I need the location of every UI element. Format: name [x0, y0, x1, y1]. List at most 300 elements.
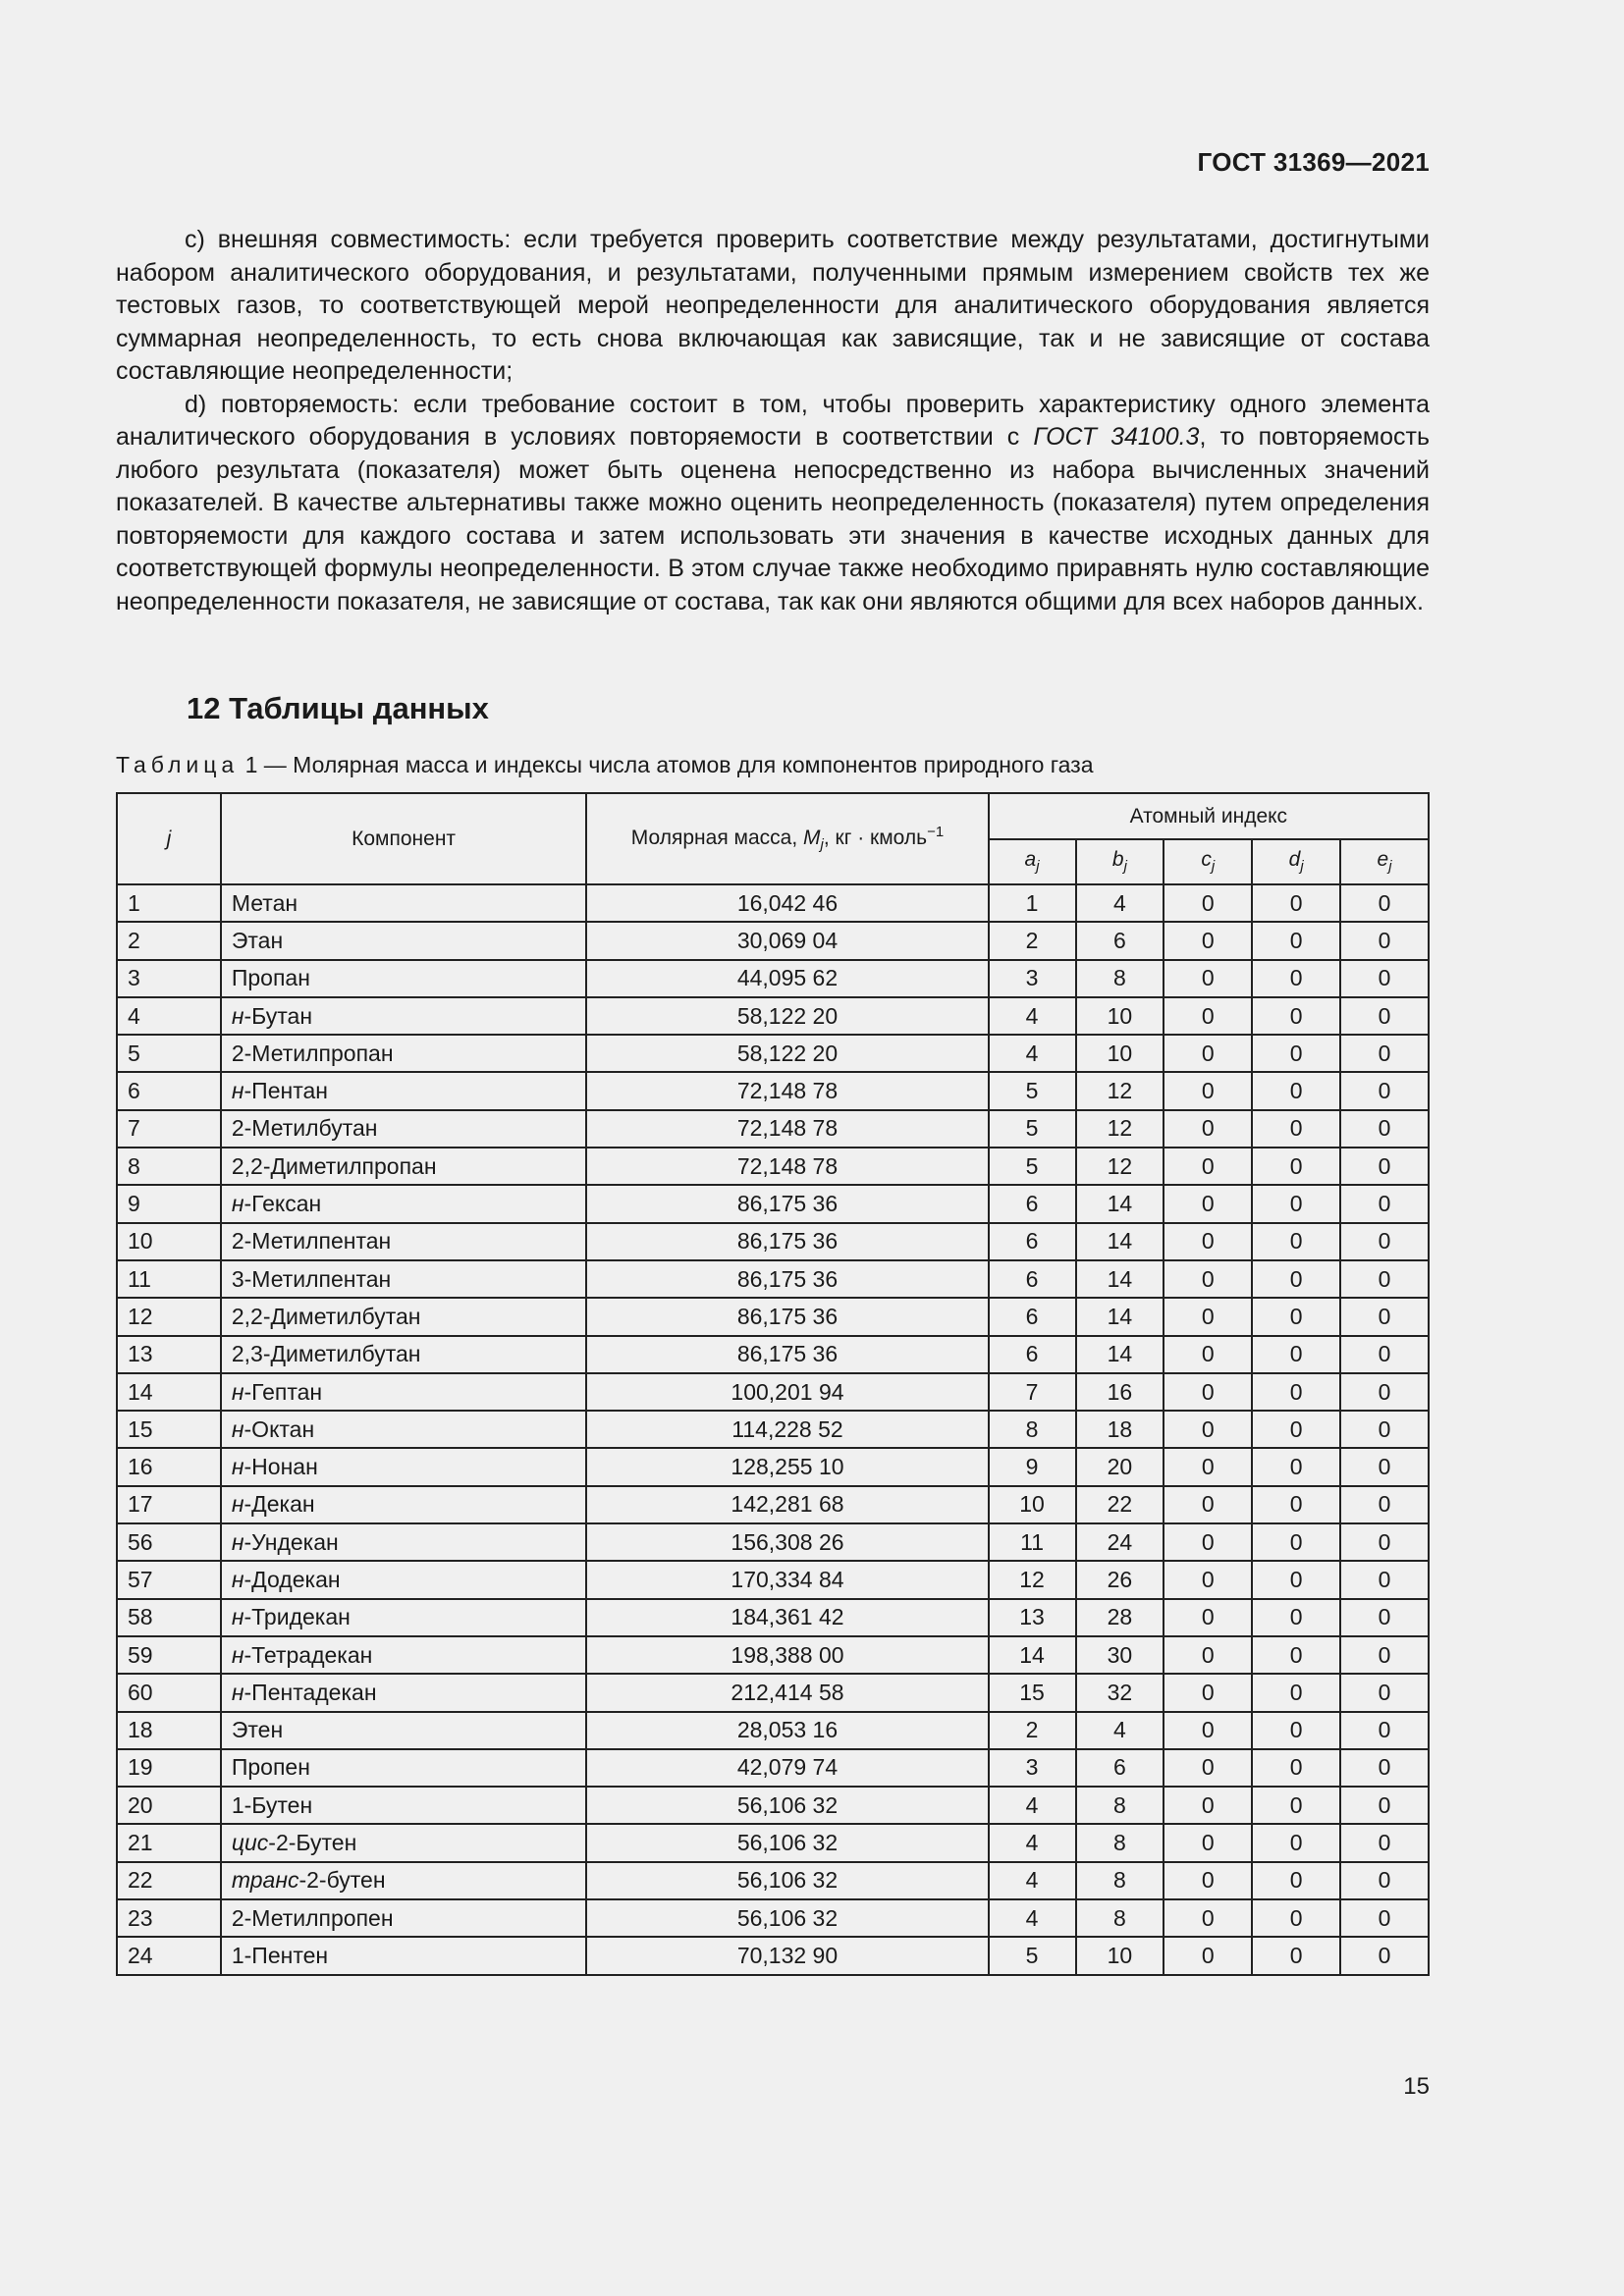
cell-j: 9 [117, 1185, 221, 1222]
cell-index-c: 0 [1164, 1336, 1252, 1373]
cell-index-a: 5 [989, 1110, 1076, 1148]
cell-component [221, 1749, 587, 1787]
cell-molar-mass: 58,122 20 [586, 1035, 988, 1072]
cell-index-c: 0 [1164, 1072, 1252, 1109]
component-prefix: н [231, 1454, 244, 1480]
cell-j: 24 [117, 1937, 221, 1974]
cell-component [221, 1185, 587, 1222]
cell-component [221, 922, 587, 959]
cell-molar-mass: 56,106 32 [586, 1899, 988, 1937]
table-body [117, 884, 1429, 1975]
cell-index-a: 9 [989, 1448, 1076, 1485]
cell-index-b: 6 [1076, 922, 1164, 959]
cell-molar-mass: 56,106 32 [586, 1824, 988, 1861]
cell-j: 1 [117, 884, 221, 922]
cell-molar-mass: 58,122 20 [586, 997, 988, 1035]
cell-index-e: 0 [1340, 1599, 1429, 1636]
cell-j: 15 [117, 1411, 221, 1448]
cell-j: 56 [117, 1523, 221, 1561]
cell-j: 6 [117, 1072, 221, 1109]
component-prefix: н [231, 1641, 244, 1668]
cell-index-d: 0 [1252, 1523, 1340, 1561]
cell-component [221, 1336, 587, 1373]
table-row [117, 1787, 1429, 1824]
table-row [117, 1148, 1429, 1185]
cell-index-c: 0 [1164, 1712, 1252, 1749]
table-caption [116, 752, 1094, 778]
component-name: -Тридекан [244, 1604, 351, 1630]
cell-index-c: 0 [1164, 960, 1252, 997]
component-name: 2-Метилбутан [231, 1115, 378, 1142]
cell-molar-mass: 72,148 78 [586, 1148, 988, 1185]
component-prefix: транс [231, 1867, 299, 1894]
cell-index-a: 4 [989, 1787, 1076, 1824]
cell-index-a: 4 [989, 1824, 1076, 1861]
cell-index-b: 8 [1076, 1862, 1164, 1899]
cell-index-b: 18 [1076, 1411, 1164, 1448]
table-caption-label: Таблица [116, 752, 240, 777]
cell-component [221, 1260, 587, 1298]
cell-index-c: 0 [1164, 884, 1252, 922]
cell-component [221, 1110, 587, 1148]
body-text [116, 224, 1430, 618]
component-prefix: н [231, 1002, 244, 1029]
cell-index-b: 10 [1076, 1937, 1164, 1974]
cell-index-e: 0 [1340, 997, 1429, 1035]
cell-index-d: 0 [1252, 1674, 1340, 1711]
table-row [117, 1937, 1429, 1974]
cell-molar-mass: 28,053 16 [586, 1712, 988, 1749]
cell-component [221, 1223, 587, 1260]
table-row [117, 1411, 1429, 1448]
table-caption-text: 1 — Молярная масса и индексы числа атомов для компонентов природного газа [239, 752, 1094, 777]
cell-molar-mass: 16,042 46 [586, 884, 988, 922]
cell-index-e: 0 [1340, 1148, 1429, 1185]
cell-index-b: 8 [1076, 960, 1164, 997]
cell-index-e: 0 [1340, 1636, 1429, 1674]
cell-index-e: 0 [1340, 1674, 1429, 1711]
cell-component [221, 1411, 587, 1448]
cell-j: 12 [117, 1298, 221, 1335]
header-e: $e_j$ [1340, 839, 1429, 884]
component-name: 2-Метилпентан [231, 1228, 392, 1255]
cell-index-d: 0 [1252, 1411, 1340, 1448]
cell-index-e: 0 [1340, 1373, 1429, 1411]
component-prefix: н [231, 1415, 244, 1442]
cell-index-b: 14 [1076, 1336, 1164, 1373]
cell-index-b: 28 [1076, 1599, 1164, 1636]
cell-index-d: 0 [1252, 1899, 1340, 1937]
header-a: $a_j$ [989, 839, 1076, 884]
header-c: $c_j$ [1164, 839, 1252, 884]
component-prefix: н [231, 1604, 244, 1630]
cell-index-e: 0 [1340, 1298, 1429, 1335]
component-name: -Пентадекан [244, 1679, 377, 1705]
cell-component [221, 1373, 587, 1411]
cell-j: 8 [117, 1148, 221, 1185]
cell-index-a: 4 [989, 1899, 1076, 1937]
table-row [117, 1561, 1429, 1598]
cell-index-d: 0 [1252, 1561, 1340, 1598]
table-row [117, 1674, 1429, 1711]
header-j: j [117, 793, 221, 884]
component-name: Пропан [231, 965, 310, 991]
cell-index-a: 8 [989, 1411, 1076, 1448]
table-row [117, 884, 1429, 922]
cell-index-e: 0 [1340, 1749, 1429, 1787]
cell-index-c: 0 [1164, 1862, 1252, 1899]
cell-index-d: 0 [1252, 1787, 1340, 1824]
cell-index-b: 14 [1076, 1185, 1164, 1222]
cell-index-c: 0 [1164, 1298, 1252, 1335]
cell-index-b: 20 [1076, 1448, 1164, 1485]
cell-index-c: 0 [1164, 1937, 1252, 1974]
cell-index-e: 0 [1340, 1448, 1429, 1485]
cell-index-e: 0 [1340, 1260, 1429, 1298]
cell-index-b: 12 [1076, 1110, 1164, 1148]
header-molar-mass-sup: −1 [927, 824, 945, 841]
header-molar-mass-symbol: M [803, 827, 821, 850]
cell-index-e: 0 [1340, 1411, 1429, 1448]
cell-component [221, 1636, 587, 1674]
cell-component [221, 884, 587, 922]
cell-index-b: 4 [1076, 1712, 1164, 1749]
cell-component [221, 1674, 587, 1711]
component-name: -Тетрадекан [244, 1641, 373, 1668]
component-prefix: н [231, 1528, 244, 1555]
cell-molar-mass: 42,079 74 [586, 1749, 988, 1787]
cell-index-a: 2 [989, 922, 1076, 959]
cell-index-c: 0 [1164, 1899, 1252, 1937]
component-name: -Бутан [244, 1002, 313, 1029]
cell-index-e: 0 [1340, 922, 1429, 959]
cell-index-d: 0 [1252, 1373, 1340, 1411]
paragraph-d-before: d) повторяемость: если требование состоит в том, чтобы проверить характеристику одного элемента аналитического оборудования в условиях повторяемости в соответствии с [116, 390, 1430, 451]
cell-index-c: 0 [1164, 1561, 1252, 1598]
cell-component [221, 997, 587, 1035]
header-d: $d_j$ [1252, 839, 1340, 884]
cell-index-b: 12 [1076, 1148, 1164, 1185]
cell-index-b: 16 [1076, 1373, 1164, 1411]
component-name: Этан [231, 927, 284, 953]
cell-index-c: 0 [1164, 1674, 1252, 1711]
cell-index-d: 0 [1252, 1336, 1340, 1373]
component-prefix: н [231, 1566, 244, 1592]
cell-index-a: 10 [989, 1486, 1076, 1523]
cell-j: 60 [117, 1674, 221, 1711]
cell-component [221, 1448, 587, 1485]
cell-component [221, 1599, 587, 1636]
cell-index-c: 0 [1164, 1185, 1252, 1222]
component-name: -2-Бутен [268, 1830, 357, 1856]
component-name: 2,2-Диметилбутан [231, 1303, 421, 1329]
cell-component [221, 1899, 587, 1937]
component-name: -Додекан [244, 1566, 341, 1592]
cell-j: 58 [117, 1599, 221, 1636]
cell-molar-mass: 86,175 36 [586, 1185, 988, 1222]
cell-index-c: 0 [1164, 1523, 1252, 1561]
table-row [117, 1824, 1429, 1861]
cell-j: 19 [117, 1749, 221, 1787]
cell-index-a: 15 [989, 1674, 1076, 1711]
cell-j: 3 [117, 960, 221, 997]
cell-j: 57 [117, 1561, 221, 1598]
cell-index-c: 0 [1164, 922, 1252, 959]
cell-molar-mass: 86,175 36 [586, 1223, 988, 1260]
cell-molar-mass: 86,175 36 [586, 1260, 988, 1298]
cell-index-e: 0 [1340, 1824, 1429, 1861]
cell-index-a: 5 [989, 1148, 1076, 1185]
cell-index-d: 0 [1252, 884, 1340, 922]
cell-index-a: 7 [989, 1373, 1076, 1411]
component-name: -Ундекан [244, 1528, 339, 1555]
cell-molar-mass: 212,414 58 [586, 1674, 988, 1711]
component-name: -Октан [244, 1415, 315, 1442]
cell-index-b: 10 [1076, 997, 1164, 1035]
cell-molar-mass: 100,201 94 [586, 1373, 988, 1411]
cell-j: 11 [117, 1260, 221, 1298]
cell-component [221, 1937, 587, 1974]
table-row [117, 997, 1429, 1035]
cell-component [221, 1486, 587, 1523]
cell-index-b: 6 [1076, 1749, 1164, 1787]
component-name: -Гептан [244, 1378, 323, 1405]
cell-index-c: 0 [1164, 1260, 1252, 1298]
paragraph-d [116, 389, 1430, 619]
cell-index-d: 0 [1252, 1824, 1340, 1861]
cell-index-c: 0 [1164, 1035, 1252, 1072]
cell-index-c: 0 [1164, 1110, 1252, 1148]
cell-index-a: 6 [989, 1223, 1076, 1260]
table-row [117, 1072, 1429, 1109]
table-row [117, 1636, 1429, 1674]
cell-j: 2 [117, 922, 221, 959]
component-prefix: н [231, 1378, 244, 1405]
cell-index-e: 0 [1340, 1185, 1429, 1222]
cell-j: 21 [117, 1824, 221, 1861]
cell-molar-mass: 72,148 78 [586, 1072, 988, 1109]
cell-index-d: 0 [1252, 1072, 1340, 1109]
cell-index-e: 0 [1340, 1223, 1429, 1260]
cell-index-b: 8 [1076, 1787, 1164, 1824]
cell-index-b: 12 [1076, 1072, 1164, 1109]
component-name: 2,2-Диметилпропан [231, 1152, 437, 1179]
table-row [117, 1223, 1429, 1260]
cell-index-c: 0 [1164, 1411, 1252, 1448]
cell-index-a: 5 [989, 1072, 1076, 1109]
table-row [117, 1712, 1429, 1749]
cell-molar-mass: 56,106 32 [586, 1862, 988, 1899]
cell-index-b: 14 [1076, 1298, 1164, 1335]
cell-molar-mass: 70,132 90 [586, 1937, 988, 1974]
header-molar-mass-sub: j [820, 836, 824, 854]
cell-index-e: 0 [1340, 1336, 1429, 1373]
component-prefix: н [231, 1078, 244, 1104]
component-name: Пропен [231, 1754, 310, 1781]
cell-index-d: 0 [1252, 1260, 1340, 1298]
table-row [117, 1523, 1429, 1561]
component-name: Метан [231, 889, 298, 916]
cell-index-a: 1 [989, 884, 1076, 922]
cell-component [221, 1712, 587, 1749]
header-component: Компонент [221, 793, 587, 884]
cell-index-b: 22 [1076, 1486, 1164, 1523]
cell-component [221, 1787, 587, 1824]
cell-molar-mass: 198,388 00 [586, 1636, 988, 1674]
cell-index-c: 0 [1164, 1486, 1252, 1523]
cell-index-b: 4 [1076, 884, 1164, 922]
cell-index-d: 0 [1252, 1298, 1340, 1335]
component-prefix: н [231, 1191, 244, 1217]
table-row [117, 960, 1429, 997]
cell-index-d: 0 [1252, 1749, 1340, 1787]
component-prefix: н [231, 1679, 244, 1705]
component-prefix: цис [231, 1830, 269, 1856]
cell-index-b: 26 [1076, 1561, 1164, 1598]
cell-index-b: 14 [1076, 1260, 1164, 1298]
cell-index-d: 0 [1252, 922, 1340, 959]
cell-index-c: 0 [1164, 997, 1252, 1035]
cell-index-a: 4 [989, 1862, 1076, 1899]
cell-index-a: 13 [989, 1599, 1076, 1636]
cell-j: 18 [117, 1712, 221, 1749]
cell-index-d: 0 [1252, 1185, 1340, 1222]
header-molar-mass-suffix: , кг · кмоль [823, 827, 928, 850]
table-row [117, 1448, 1429, 1485]
cell-index-d: 0 [1252, 997, 1340, 1035]
cell-index-e: 0 [1340, 1862, 1429, 1899]
cell-index-d: 0 [1252, 960, 1340, 997]
cell-index-a: 3 [989, 960, 1076, 997]
cell-molar-mass: 56,106 32 [586, 1787, 988, 1824]
document-code: ГОСТ 31369—2021 [1197, 147, 1430, 177]
cell-index-e: 0 [1340, 1561, 1429, 1598]
cell-molar-mass: 44,095 62 [586, 960, 988, 997]
cell-index-a: 4 [989, 1035, 1076, 1072]
cell-component [221, 1523, 587, 1561]
cell-index-b: 24 [1076, 1523, 1164, 1561]
cell-component [221, 1035, 587, 1072]
cell-molar-mass: 128,255 10 [586, 1448, 988, 1485]
cell-index-c: 0 [1164, 1749, 1252, 1787]
cell-molar-mass: 86,175 36 [586, 1298, 988, 1335]
cell-component [221, 1148, 587, 1185]
cell-index-c: 0 [1164, 1599, 1252, 1636]
cell-index-a: 6 [989, 1185, 1076, 1222]
cell-index-a: 11 [989, 1523, 1076, 1561]
cell-j: 17 [117, 1486, 221, 1523]
cell-j: 10 [117, 1223, 221, 1260]
cell-index-e: 0 [1340, 1035, 1429, 1072]
page-number: 15 [1403, 2073, 1430, 2100]
cell-index-d: 0 [1252, 1035, 1340, 1072]
cell-index-b: 8 [1076, 1899, 1164, 1937]
cell-index-c: 0 [1164, 1824, 1252, 1861]
table-row [117, 1486, 1429, 1523]
cell-index-a: 2 [989, 1712, 1076, 1749]
table-row [117, 1336, 1429, 1373]
cell-molar-mass: 114,228 52 [586, 1411, 988, 1448]
cell-index-d: 0 [1252, 1599, 1340, 1636]
cell-index-b: 10 [1076, 1035, 1164, 1072]
cell-j: 22 [117, 1862, 221, 1899]
cell-j: 4 [117, 997, 221, 1035]
cell-index-a: 3 [989, 1749, 1076, 1787]
cell-index-b: 32 [1076, 1674, 1164, 1711]
cell-index-d: 0 [1252, 1223, 1340, 1260]
table-row [117, 1260, 1429, 1298]
molar-mass-table [116, 792, 1430, 1976]
component-name: -Декан [244, 1491, 315, 1518]
cell-index-c: 0 [1164, 1223, 1252, 1260]
cell-index-e: 0 [1340, 1712, 1429, 1749]
component-name: 2-Метилпропен [231, 1904, 394, 1931]
cell-index-a: 14 [989, 1636, 1076, 1674]
table-row [117, 1110, 1429, 1148]
table-row [117, 1899, 1429, 1937]
cell-index-e: 0 [1340, 1899, 1429, 1937]
cell-component [221, 1561, 587, 1598]
table-row [117, 1185, 1429, 1222]
cell-index-d: 0 [1252, 1937, 1340, 1974]
component-name: 2,3-Диметилбутан [231, 1341, 421, 1367]
cell-index-c: 0 [1164, 1148, 1252, 1185]
section-title: 12 Таблицы данных [187, 691, 489, 725]
header-molar-mass-prefix: Молярная масса, [630, 827, 803, 850]
cell-index-b: 14 [1076, 1223, 1164, 1260]
cell-j: 13 [117, 1336, 221, 1373]
cell-index-d: 0 [1252, 1712, 1340, 1749]
component-name: 1-Пентен [231, 1942, 329, 1968]
header-molar-mass [586, 793, 988, 884]
cell-component [221, 1862, 587, 1899]
cell-molar-mass: 170,334 84 [586, 1561, 988, 1598]
cell-index-a: 4 [989, 997, 1076, 1035]
component-name: Этен [231, 1717, 284, 1743]
cell-index-e: 0 [1340, 960, 1429, 997]
cell-index-e: 0 [1340, 1523, 1429, 1561]
component-name: 1-Бутен [231, 1791, 313, 1818]
cell-index-a: 6 [989, 1298, 1076, 1335]
cell-index-d: 0 [1252, 1486, 1340, 1523]
cell-index-b: 30 [1076, 1636, 1164, 1674]
cell-j: 23 [117, 1899, 221, 1937]
cell-molar-mass: 30,069 04 [586, 922, 988, 959]
cell-index-c: 0 [1164, 1448, 1252, 1485]
component-name: 2-Метилпропан [231, 1040, 394, 1066]
cell-index-a: 12 [989, 1561, 1076, 1598]
cell-component [221, 1298, 587, 1335]
cell-component [221, 1824, 587, 1861]
cell-j: 20 [117, 1787, 221, 1824]
cell-molar-mass: 184,361 42 [586, 1599, 988, 1636]
cell-index-e: 0 [1340, 1937, 1429, 1974]
cell-index-e: 0 [1340, 884, 1429, 922]
cell-j: 5 [117, 1035, 221, 1072]
cell-index-d: 0 [1252, 1148, 1340, 1185]
table-row [117, 1749, 1429, 1787]
cell-index-a: 5 [989, 1937, 1076, 1974]
cell-index-e: 0 [1340, 1486, 1429, 1523]
cell-index-c: 0 [1164, 1636, 1252, 1674]
table-row [117, 1373, 1429, 1411]
cell-index-e: 0 [1340, 1110, 1429, 1148]
gost-reference: ГОСТ 34100.3 [1033, 423, 1200, 451]
cell-index-d: 0 [1252, 1862, 1340, 1899]
paragraph-c: c) внешняя совместимость: если требуется проверить соответствие между результатами, достигнутыми набором аналитического оборудования, и результатами, полученными прямым измерением свойств тех же тестовых газов, то соответствующей мерой неопределенности для аналитического оборудования является суммарная неопределенность, то есть снова включающая как зависящие, так и не зависящие от состава составляющие неопределенности; [116, 226, 1430, 385]
cell-index-d: 0 [1252, 1636, 1340, 1674]
table-row [117, 1035, 1429, 1072]
